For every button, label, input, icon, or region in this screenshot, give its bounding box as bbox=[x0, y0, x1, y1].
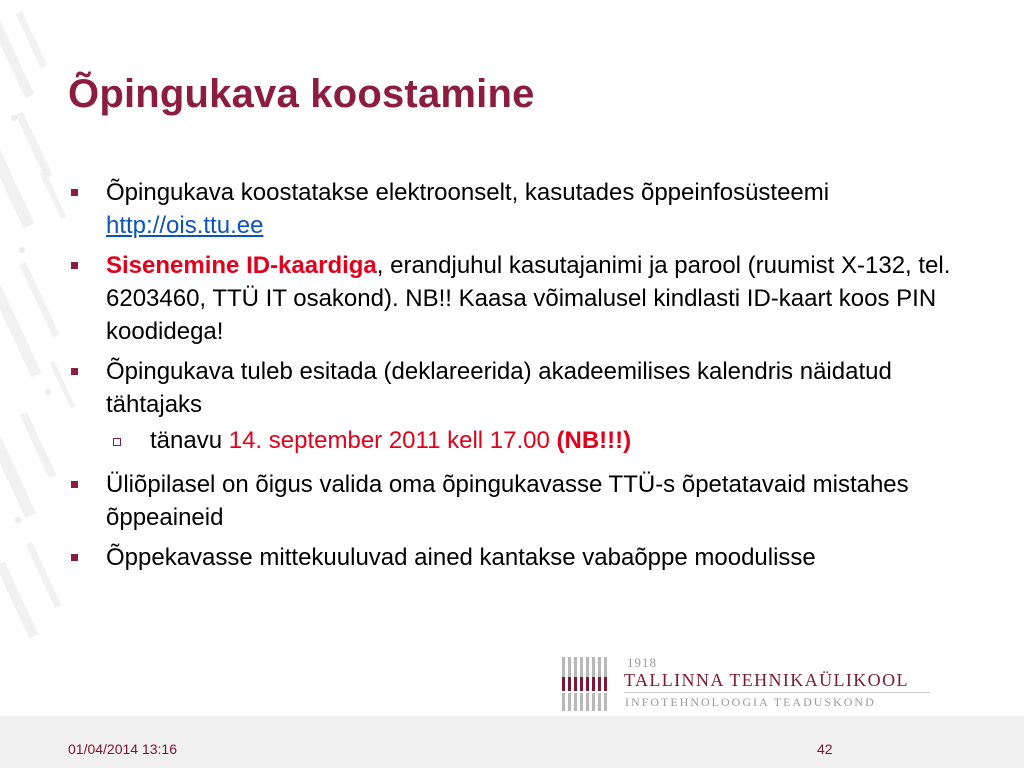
square-bullet-icon bbox=[71, 481, 78, 488]
bullet-text: Õpingukava koostatakse elektroonselt, kasutades õppeinfosüsteemi bbox=[106, 179, 830, 206]
logo-bars-icon bbox=[560, 655, 616, 713]
logo-year: 1918 bbox=[627, 655, 657, 670]
bullet-text: , erandjuhul kasutajanimi ja parool (ruumist X-132, tel. 6203460, TTÜ IT osakond). NB!! Kaasa võimalusel kindlasti ID-kaart koos PIN koodidega! bbox=[106, 252, 951, 345]
bullet-item-4 bbox=[68, 468, 958, 534]
bullet-emphasis: Sisenemine ID-kaardiga bbox=[106, 252, 377, 279]
ois-link[interactable]: http://ois.ttu.ee bbox=[106, 212, 264, 239]
logo-divider bbox=[624, 692, 930, 693]
footer-date: 01/04/2014 13:16 bbox=[68, 741, 177, 757]
slide-title: Õpingukava koostamine bbox=[68, 72, 535, 116]
university-logo bbox=[560, 655, 940, 713]
square-bullet-icon bbox=[71, 189, 78, 196]
square-bullet-icon bbox=[71, 368, 78, 375]
square-bullet-icon bbox=[71, 262, 78, 269]
bullet-item-2 bbox=[68, 249, 958, 348]
page-number: 42 bbox=[817, 741, 833, 757]
nb-emphasis: (NB!!!) bbox=[556, 427, 632, 454]
bullet-text: Õpingukava tuleb esitada (deklareerida) akadeemilises kalendris näidatud tähtajaks bbox=[106, 358, 892, 418]
bullet-list bbox=[68, 176, 958, 581]
deadline-date: 14. september 2011 kell 17.00 bbox=[228, 427, 557, 454]
square-bullet-icon bbox=[71, 554, 78, 561]
bullet-item-1 bbox=[68, 176, 958, 242]
bullet-text: Üliõpilasel on õigus valida oma õpingukavasse TTÜ-s õpetatavaid mistahes õppeaineid bbox=[106, 471, 909, 531]
sub-bullet-prefix: tänavu bbox=[150, 427, 229, 454]
logo-university-name: TALLINNA TEHNIKAÜLIKOOL bbox=[624, 670, 909, 690]
bullet-item-3 bbox=[68, 355, 958, 421]
logo-department: INFOTEHNOLOOGIA TEADUSKOND bbox=[625, 695, 876, 709]
sub-bullet-item bbox=[68, 426, 958, 456]
bullet-text: Õppekavasse mittekuuluvad ained kantakse vabaõppe moodulisse bbox=[106, 544, 816, 571]
hollow-square-bullet-icon bbox=[113, 438, 121, 446]
bullet-item-5 bbox=[68, 541, 958, 574]
